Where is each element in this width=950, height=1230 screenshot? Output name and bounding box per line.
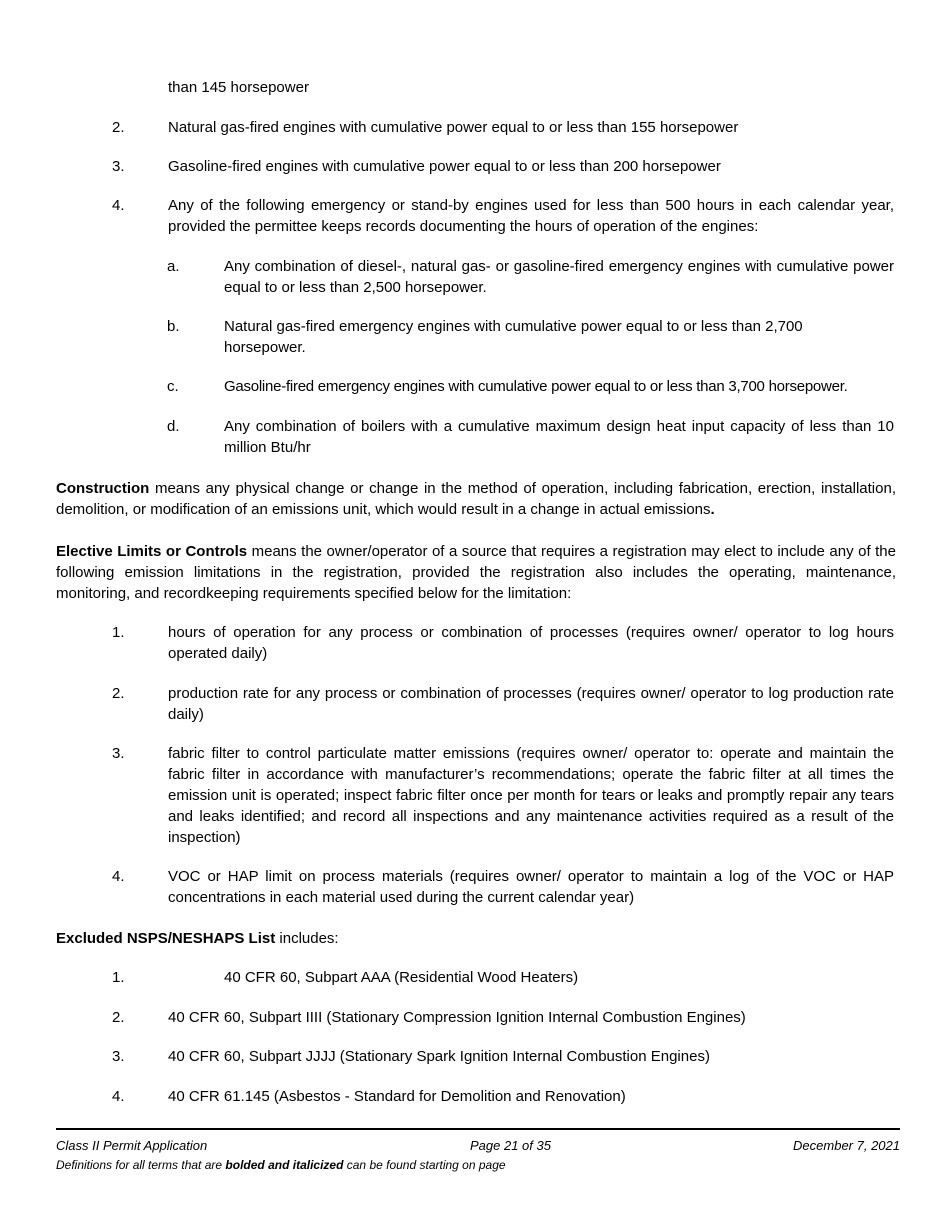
sub-list-letter: b. [167, 318, 180, 335]
footer-note-text-end: can be found starting on page [343, 1158, 506, 1172]
footer-page-number: Page 21 of 35 [470, 1138, 551, 1153]
definition-construction [56, 478, 896, 520]
list-number: 4. [112, 1088, 125, 1105]
defined-term: Construction [56, 480, 150, 497]
definition-text: means any physical change or change in the method of operation, including fabrication, erection, installation, demolition, or modification of an emissions unit, which would result in a change in actual emissions [56, 480, 896, 518]
list-text: 40 CFR 60, Subpart AAA (Residential Wood Heaters) [224, 969, 579, 986]
list-text: Gasoline-fired engines with cumulative power equal to or less than 200 horsepower [168, 158, 721, 175]
footer-note-text: Definitions for all terms that are [56, 1158, 226, 1172]
sub-list-text: Any combination of diesel-, natural gas- or gasoline-fired emergency engines with cumulative power equal to or less than 2,500 horsepower. [224, 258, 894, 296]
defined-term: Elective Limits or Controls [56, 543, 248, 560]
list-number: 1. [112, 624, 125, 641]
list-number: 3. [112, 745, 125, 762]
list-number: 2. [112, 1009, 125, 1026]
footer-note [56, 1157, 506, 1173]
continuation-text: than 145 horsepower [168, 79, 309, 96]
sub-list-letter: d. [167, 418, 180, 435]
definition-elective-limits [56, 541, 896, 604]
sub-list-text: Gasoline-fired emergency engines with cumulative power equal to or less than 3,700 horsepower. [224, 378, 848, 395]
defined-term: Excluded NSPS/NESHAPS List [56, 930, 276, 947]
list-text: 40 CFR 60, Subpart IIII (Stationary Compression Ignition Internal Combustion Engines) [168, 1009, 746, 1026]
definition-end: . [710, 501, 715, 518]
list-number: 2. [112, 119, 125, 136]
footer-note-bold: bolded and italicized [225, 1158, 344, 1172]
list-number: 4. [112, 868, 125, 885]
definition-text: means the owner/operator of a source that requires a registration may elect to include any of the following emission limitations in the registration, provided the registration also includes the operating, maintenance, monitoring, and recordkeeping requirements specified below for the limitation: [56, 543, 896, 602]
definition-text: includes: [275, 930, 339, 947]
sub-list-text: Natural gas-fired emergency engines with cumulative power equal to or less than 2,700 horsepower. [224, 318, 803, 356]
list-number: 3. [112, 1048, 125, 1065]
list-text: Any of the following emergency or stand-by engines used for less than 500 hours in each calendar year, provided the permittee keeps records documenting the hours of operation of the engines: [168, 197, 894, 235]
footer-divider [56, 1128, 900, 1130]
sub-list-letter: c. [167, 378, 179, 395]
list-text: VOC or HAP limit on process materials (requires owner/ operator to maintain a log of the VOC or HAP concentrations in each material used during the current calendar year) [168, 868, 894, 906]
definition-excluded-list [56, 928, 896, 949]
list-number: 4. [112, 197, 125, 214]
list-number: 2. [112, 685, 125, 702]
sub-list-letter: a. [167, 258, 180, 275]
footer-document-title: Class II Permit Application [56, 1138, 208, 1153]
list-number: 3. [112, 158, 125, 175]
footer-date: December 7, 2021 [793, 1138, 900, 1153]
list-text: Natural gas-fired engines with cumulative power equal to or less than 155 horsepower [168, 119, 739, 136]
list-text: 40 CFR 60, Subpart JJJJ (Stationary Spark Ignition Internal Combustion Engines) [168, 1048, 710, 1065]
list-number: 1. [112, 969, 125, 986]
list-text: 40 CFR 61.145 (Asbestos - Standard for Demolition and Renovation) [168, 1088, 626, 1105]
list-text: fabric filter to control particulate matter emissions (requires owner/ operator to: operate and maintain the fabric filter in accordance with manufacturer’s recommendations; operate the fabric filter at all times the emission unit is operated; inspect fabric filter once per month for tears or leaks and promptly repair any tears and leaks identified; and record all inspections and any maintenance activities required as a result of the inspection) [168, 745, 894, 846]
list-text: hours of operation for any process or combination of processes (requires owner/ operator to log hours operated daily) [168, 624, 894, 662]
sub-list-text: Any combination of boilers with a cumulative maximum design heat input capacity of less than 10 million Btu/hr [224, 418, 894, 456]
list-text: production rate for any process or combination of processes (requires owner/ operator to log production rate daily) [168, 685, 894, 723]
